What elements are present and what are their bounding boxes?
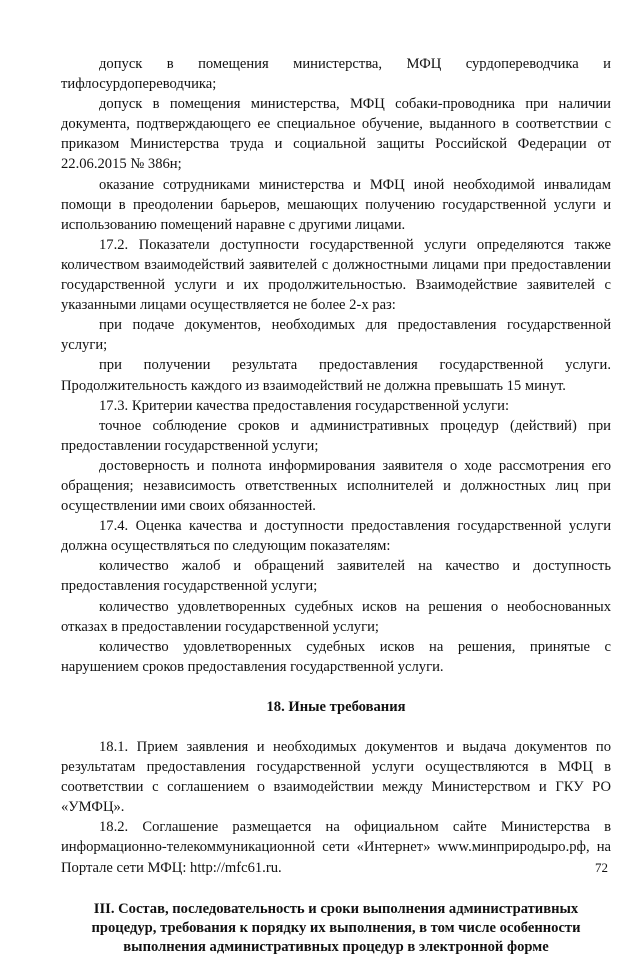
- paragraph: при получении результата предоставления государственной услуги. Продолжительность каждого из взаимодействий не должна превышать 15 минут.: [61, 357, 611, 394]
- paragraph: достоверность и полнота информирования заявителя о ходе рассмотрения его обращения; независимость ответственных исполнителей и должностных лиц при осуществлении ими своих обязанностей.: [61, 457, 611, 515]
- paragraph: 17.3. Критерии качества предоставления государственной услуги:: [99, 397, 510, 414]
- paragraph: 17.4. Оценка качества и доступности предоставления государственной услуги должна осуществляться по следующим показателям:: [61, 518, 611, 555]
- paragraph: 18.1. Прием заявления и необходимых документов и выдача документов по результатам предоставления государственной услуги осуществляются в МФЦ в соответствии с соглашением о взаимодействии между Министерством и ГКУ РО «УМФЦ».: [61, 739, 611, 816]
- paragraph: количество удовлетворенных судебных исков на решения о необоснованных отказах в предоставлении государственной услуги;: [61, 598, 611, 635]
- paragraph: точное соблюдение сроков и административных процедур (действий) при предоставлении государственной услуги;: [61, 417, 611, 454]
- paragraph: допуск в помещения министерства, МФЦ сурдопереводчика и тифлосурдопереводчика;: [61, 56, 611, 93]
- paragraph: допуск в помещения министерства, МФЦ собаки-проводника при наличии документа, подтверждающего ее специальное обучение, выданного в соответствии с приказом Министерства труда и социальной защиты Российской Федерации от 22.06.2015 № 386н;: [61, 96, 611, 173]
- requirements-list: [61, 54, 611, 677]
- section-18-heading: 18. Иные требования: [266, 698, 406, 715]
- paragraph: 18.2. Соглашение размещается на официальном сайте Министерства в информационно-телекоммуникационной сети «Интернет» www.минприродыро.рф, на Портале сети МФЦ: http://mfc61.ru.: [61, 819, 611, 876]
- paragraph: оказание сотрудниками министерства и МФЦ иной необходимой инвалидам помощи в преодолении барьеров, мешающих получению государственной услуги и использованию помещений наравне с другими лицами.: [61, 176, 611, 233]
- document-page: [61, 54, 611, 957]
- paragraph: количество удовлетворенных судебных исков на решения, принятые с нарушением сроков предоставления государственной услуги.: [61, 638, 611, 675]
- paragraph: 17.2. Показатели доступности государственной услуги определяются также количеством взаимодействий заявителей с должностными лицами при предоставлении государственной услуги и их продолжительностью. Взаимодействие заявителей с указанными лицами осуществляется не более 2-х раз:: [61, 236, 611, 314]
- paragraph: количество жалоб и обращений заявителей на качество и доступность предоставления государственной услуги;: [61, 558, 611, 595]
- section-3-heading: III. Состав, последовательность и сроки выполнения административных процедур, требования к порядку их выполнения, в том числе особенности выполнения административных процедур в электронной форме: [91, 900, 581, 955]
- section-18-body: [61, 737, 611, 878]
- page-number: 72: [595, 860, 608, 875]
- paragraph: при подаче документов, необходимых для предоставления государственной услуги;: [61, 317, 611, 354]
